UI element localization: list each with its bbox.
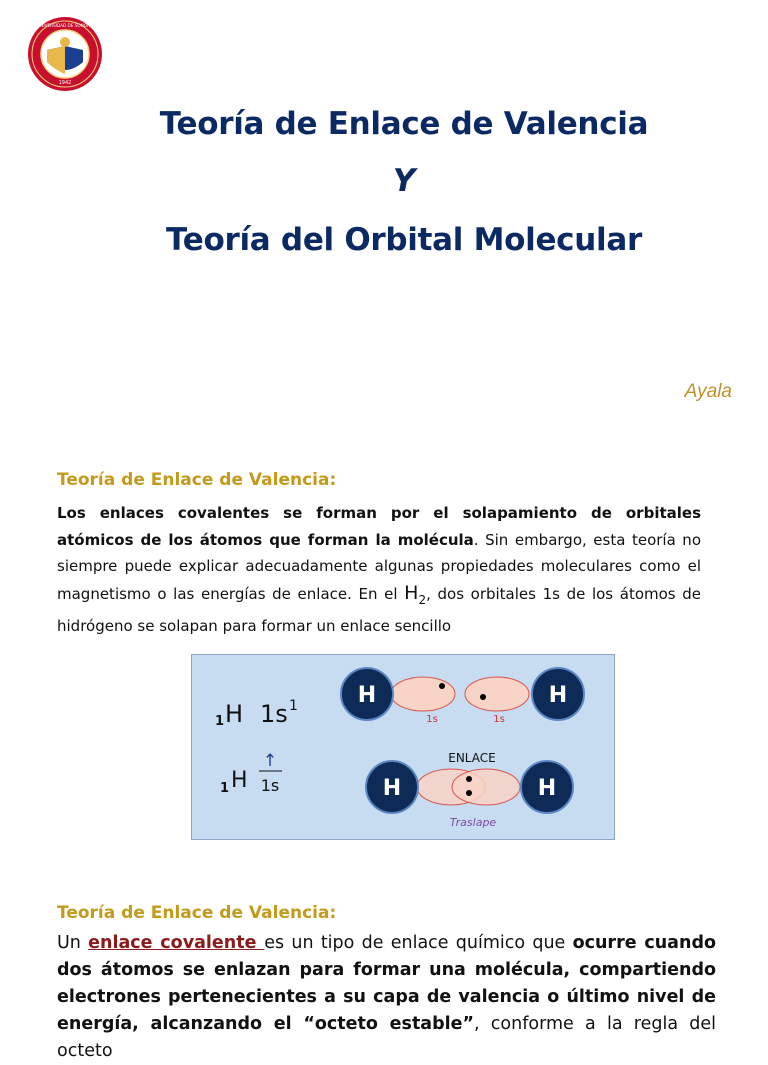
h2-bonding-diagram [191, 654, 615, 840]
config2-up-arrow: ↑ [262, 751, 278, 771]
molecule-formula: $H_2$ [404, 581, 427, 607]
config1-atom: H [225, 700, 244, 728]
title-line-2: Y [392, 163, 416, 199]
paragraph-1-bold-intro: Los enlaces covalentes se forman por el solapamiento de orbitales atómicos de los átomos que forman la molécula [57, 504, 701, 549]
config1-subscript: 1 [215, 714, 225, 729]
covalent-bond-link[interactable]: enlace covalente [88, 933, 265, 953]
bonded-atom-label-2: H [537, 776, 557, 801]
bonded-atom-label-1: H [382, 776, 402, 801]
paragraph-1-text-a: . Sin embargo, esta teoría no siempre puede explicar adecuadamente algunas propiedades moleculares como el magnetismo o las energías de enlace. En el [57, 530, 701, 603]
config2-subscript: 1 [220, 781, 230, 796]
seal-year: 1942 [58, 80, 72, 86]
paragraph-1-text-b: , dos orbitales 1s de los átomos de hidrógeno se solapan para formar un enlace sencillo [57, 584, 701, 635]
config1-orbital: 1s [260, 700, 288, 728]
orbital-label-right: 1s [493, 714, 505, 725]
paragraph-2-text-mid: es un tipo de enlace químico que [264, 933, 573, 953]
overlap-label: Traslape [449, 816, 497, 829]
paragraph-2-bold-text: ocurre cuando dos átomos se enlazan para formar una molécula, compartiendo electrones pertenecientes a su capa de valencia o último nivel de energía, alcanzando el “octeto estable” [57, 933, 716, 1034]
config1-superscript: 1 [289, 698, 298, 714]
paragraph-2-text-start: Un [57, 933, 89, 953]
config2-orbital: 1s [260, 776, 280, 795]
config2-atom: H [231, 768, 248, 793]
orbital-label-left: 1s [426, 714, 438, 725]
paragraph-2-text-end: , conforme a la regla del octeto [57, 1014, 716, 1061]
section-heading-2: Teoría de Enlace de Valencia: [57, 903, 337, 923]
title-line-1: Teoría de Enlace de Valencia [159, 106, 649, 142]
author-name: Ayala [684, 381, 732, 402]
bond-label: ENLACE [448, 751, 496, 765]
seal-text: UNIVERSIDAD DE SONORA [37, 23, 93, 28]
paragraph-2 [57, 930, 716, 1065]
university-seal-logo [27, 16, 103, 92]
atom-label-1: H [357, 683, 377, 708]
atom-label-2: H [548, 683, 568, 708]
section-heading-1: Teoría de Enlace de Valencia: [57, 470, 337, 490]
title-line-3: Teoría del Orbital Molecular [166, 222, 642, 258]
paragraph-1 [57, 500, 701, 639]
